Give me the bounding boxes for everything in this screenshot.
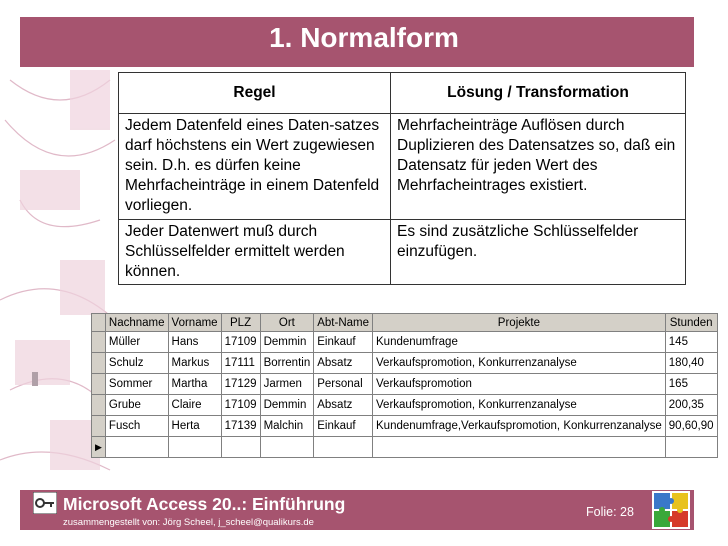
cell-nachname[interactable]: Grube: [105, 395, 168, 416]
cell-abt-name[interactable]: Absatz: [314, 395, 373, 416]
cell-stunden[interactable]: 145: [665, 332, 717, 353]
cell-plz[interactable]: 17109: [221, 332, 260, 353]
cell-nachname[interactable]: Müller: [105, 332, 168, 353]
cell-plz[interactable]: 17109: [221, 395, 260, 416]
cell-projekte[interactable]: Kundenumfrage,Verkaufspromotion, Konkurrenzanalyse: [373, 416, 666, 437]
cell-projekte[interactable]: Verkaufspromotion, Konkurrenzanalyse: [373, 353, 666, 374]
table-row[interactable]: [92, 416, 718, 437]
table-row[interactable]: [92, 374, 718, 395]
column-header-vorname[interactable]: Vorname: [168, 314, 221, 332]
column-header-stunden[interactable]: Stunden: [665, 314, 717, 332]
cell-vorname[interactable]: Markus: [168, 353, 221, 374]
solution-cell: Es sind zusätzliche Schlüsselfelder einzufügen.: [391, 220, 686, 285]
cell-plz[interactable]: 17111: [221, 353, 260, 374]
rule-cell: Jeder Datenwert muß durch Schlüsselfelder ermittelt werden können.: [119, 220, 391, 285]
slide-title: 1. Normalform: [269, 22, 459, 53]
puzzle-icon: [652, 491, 690, 529]
new-record-row[interactable]: [92, 437, 718, 458]
row-selector[interactable]: [92, 332, 106, 353]
cell-abt-name[interactable]: Absatz: [314, 353, 373, 374]
cell-plz[interactable]: 17139: [221, 416, 260, 437]
row-selector[interactable]: [92, 374, 106, 395]
header-regel: Regel: [119, 73, 391, 114]
row-selector-header[interactable]: [92, 314, 106, 332]
cell-vorname[interactable]: Herta: [168, 416, 221, 437]
key-icon: [33, 492, 57, 514]
footer-subtitle: zusammengestellt von: Jörg Scheel, j_scheel@qualikurs.de: [63, 517, 314, 528]
table-row[interactable]: [92, 353, 718, 374]
rule-cell: Jedem Datenfeld eines Daten-satzes darf höchstens ein Wert zugewiesen sein. D.h. es dürfen keine Mehrfacheinträge in einem Datenfeld vorliegen.: [119, 114, 391, 220]
cell-projekte[interactable]: Verkaufspromotion, Konkurrenzanalyse: [373, 395, 666, 416]
column-header-projekte[interactable]: Projekte: [373, 314, 666, 332]
cell-projekte[interactable]: Kundenumfrage: [373, 332, 666, 353]
cell-nachname[interactable]: Schulz: [105, 353, 168, 374]
cell-stunden[interactable]: 165: [665, 374, 717, 395]
cell-empty[interactable]: [221, 437, 260, 458]
cell-ort[interactable]: Borrentin: [260, 353, 314, 374]
cell-empty[interactable]: [105, 437, 168, 458]
cell-abt-name[interactable]: Einkauf: [314, 332, 373, 353]
footer-title: Microsoft Access 20..: Einführung: [63, 494, 346, 514]
cell-ort[interactable]: Demmin: [260, 332, 314, 353]
cell-vorname[interactable]: Martha: [168, 374, 221, 395]
column-header-abt-name[interactable]: Abt-Name: [314, 314, 373, 332]
row-selector[interactable]: [92, 395, 106, 416]
cell-nachname[interactable]: Fusch: [105, 416, 168, 437]
solution-cell: Mehrfacheinträge Auflösen durch Duplizieren des Datensatzes so, daß ein Datensatz für jeden Wert des Mehrfacheintrages existiert.: [391, 114, 686, 220]
cell-ort[interactable]: Malchin: [260, 416, 314, 437]
cell-stunden[interactable]: 180,40: [665, 353, 717, 374]
cell-empty[interactable]: [314, 437, 373, 458]
cell-ort[interactable]: Jarmen: [260, 374, 314, 395]
cell-empty[interactable]: [665, 437, 717, 458]
column-header-ort[interactable]: Ort: [260, 314, 314, 332]
table-row[interactable]: [92, 332, 718, 353]
table-row[interactable]: [92, 395, 718, 416]
cell-empty[interactable]: [373, 437, 666, 458]
new-record-marker-icon[interactable]: ▶: [92, 437, 106, 458]
datasheet-table: [91, 313, 718, 458]
cell-vorname[interactable]: Claire: [168, 395, 221, 416]
row-selector[interactable]: [92, 353, 106, 374]
column-header-plz[interactable]: PLZ: [221, 314, 260, 332]
slide-number: Folie: 28: [586, 505, 634, 519]
header-loesung: Lösung / Transformation: [391, 73, 686, 114]
cell-projekte[interactable]: Verkaufspromotion: [373, 374, 666, 395]
cell-stunden[interactable]: 200,35: [665, 395, 717, 416]
cell-ort[interactable]: Demmin: [260, 395, 314, 416]
cell-stunden[interactable]: 90,60,90: [665, 416, 717, 437]
cell-nachname[interactable]: Sommer: [105, 374, 168, 395]
rules-table: [118, 72, 686, 285]
cell-empty[interactable]: [260, 437, 314, 458]
datasheet-header-row: [92, 314, 718, 332]
cell-abt-name[interactable]: Personal: [314, 374, 373, 395]
cell-empty[interactable]: [168, 437, 221, 458]
cell-plz[interactable]: 17129: [221, 374, 260, 395]
cell-abt-name[interactable]: Einkauf: [314, 416, 373, 437]
column-header-nachname[interactable]: Nachname: [105, 314, 168, 332]
row-selector[interactable]: [92, 416, 106, 437]
cell-vorname[interactable]: Hans: [168, 332, 221, 353]
